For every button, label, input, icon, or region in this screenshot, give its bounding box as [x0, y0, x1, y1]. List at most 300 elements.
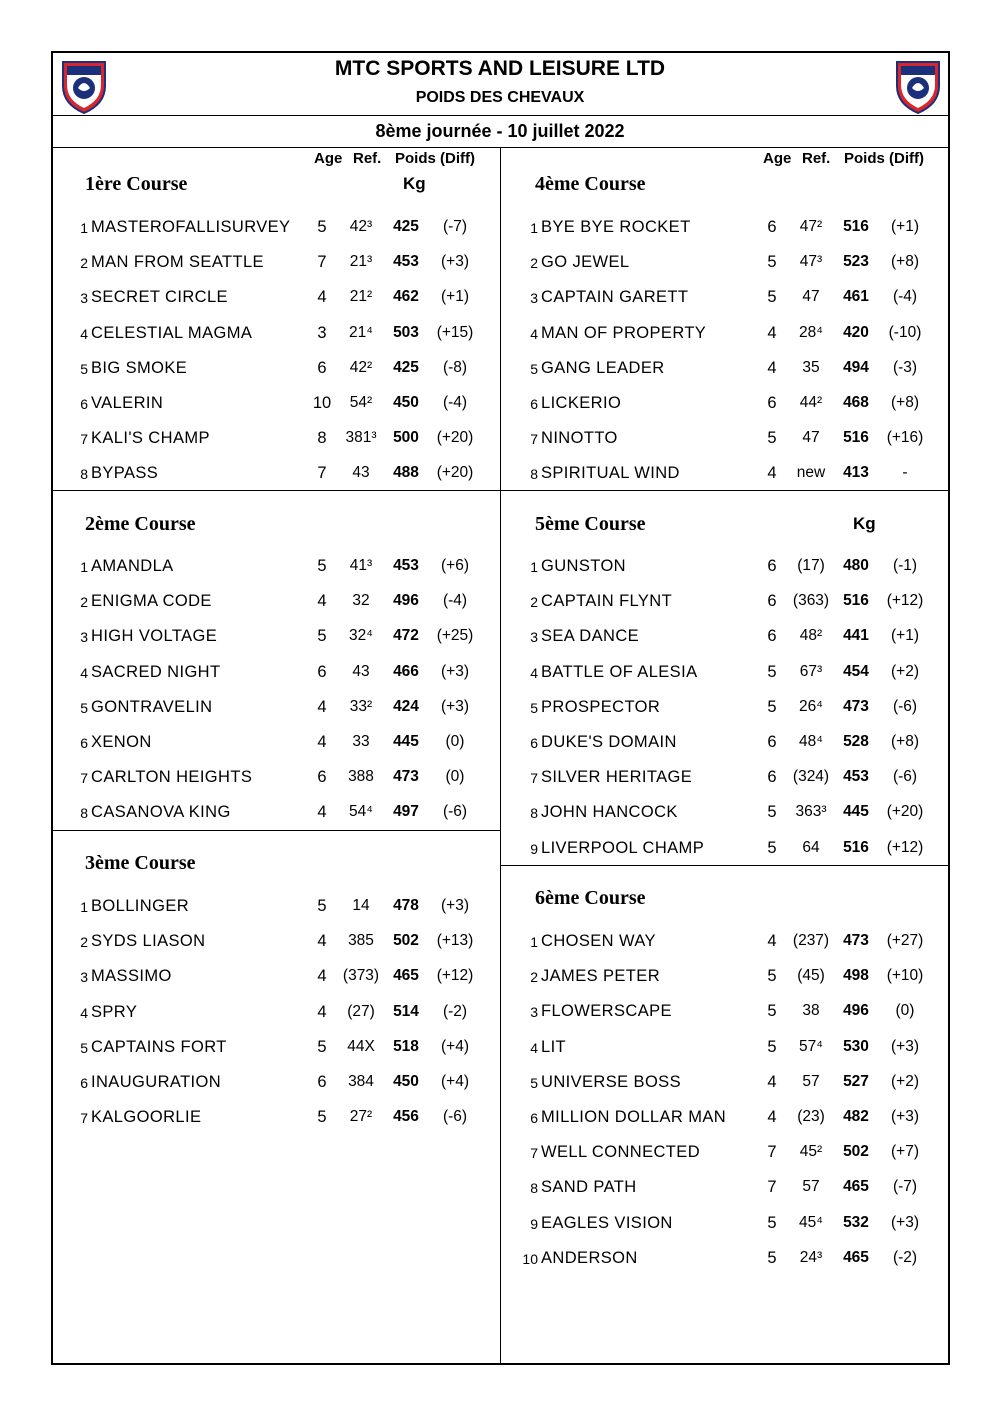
horse-weight: 473	[843, 932, 869, 949]
horse-diff: (+3)	[891, 1214, 919, 1231]
horse-row	[525, 697, 945, 732]
horse-ref: 48²	[799, 627, 823, 644]
horse-name: FLOWERSCAPE	[541, 1002, 672, 1020]
horse-row	[525, 1142, 945, 1177]
horse-weight: 527	[843, 1073, 869, 1090]
horse-row	[75, 252, 495, 287]
horse-name: MAN OF PROPERTY	[541, 324, 707, 342]
horse-diff: (+7)	[891, 1143, 919, 1160]
horse-row	[75, 1107, 495, 1142]
horse-ref: 54⁴	[349, 803, 373, 820]
horse-ref: 42²	[349, 359, 373, 376]
horse-row	[525, 217, 945, 252]
horse-row	[525, 838, 945, 873]
horse-age: 4	[767, 464, 777, 482]
horse-age: 4	[767, 324, 777, 342]
horse-row	[525, 591, 945, 626]
horse-name: WELL CONNECTED	[541, 1143, 701, 1161]
horse-number: 3	[80, 290, 88, 306]
horse-name: HIGH VOLTAGE	[91, 627, 218, 645]
horse-ref: (237)	[792, 932, 830, 949]
horse-age: 5	[317, 1038, 327, 1056]
horse-age: 5	[767, 698, 777, 716]
horse-weight: 465	[843, 1178, 869, 1195]
horse-number: 5	[80, 361, 88, 377]
horse-diff: (-6)	[442, 1108, 468, 1125]
col-header-weight-right: Poids (Diff)	[844, 150, 924, 167]
horse-row	[75, 323, 495, 358]
horse-diff: (+13)	[436, 932, 474, 949]
horse-age: 5	[767, 288, 777, 306]
col-header-weight-left: Poids (Diff)	[395, 150, 475, 167]
horse-row	[525, 767, 945, 802]
horse-diff: (+3)	[441, 663, 469, 680]
horse-diff: (+6)	[441, 557, 469, 574]
horse-ref: 64	[802, 839, 820, 856]
horse-age: 5	[767, 1038, 777, 1056]
horse-number: 4	[80, 326, 88, 342]
horse-weight: 518	[393, 1038, 419, 1055]
horse-weight: 494	[843, 359, 869, 376]
horse-number: 5	[530, 1075, 538, 1091]
horse-name: GO JEWEL	[541, 253, 630, 271]
horse-ref: 48⁴	[799, 733, 823, 750]
horse-age: 3	[317, 324, 327, 342]
horse-number: 4	[530, 1040, 538, 1056]
horse-age: 5	[317, 1108, 327, 1126]
horse-row	[75, 931, 495, 966]
horse-weight: 502	[843, 1143, 869, 1160]
horse-age: 7	[317, 253, 327, 271]
horse-name: INAUGURATION	[91, 1073, 222, 1091]
horse-weight: 528	[843, 733, 869, 750]
horse-ref: new	[796, 464, 826, 481]
horse-age: 6	[767, 627, 777, 645]
horse-ref: 32	[352, 592, 370, 609]
horse-diff: (-1)	[892, 557, 918, 574]
horse-ref: 57⁴	[799, 1038, 823, 1055]
horse-row	[75, 896, 495, 931]
horse-row	[525, 1072, 945, 1107]
horse-diff: (+3)	[441, 897, 469, 914]
horse-ref: 33²	[349, 698, 373, 715]
horse-row	[525, 358, 945, 393]
horse-ref: (27)	[347, 1003, 375, 1020]
horse-name: ENIGMA CODE	[91, 592, 212, 610]
horse-ref: 45⁴	[799, 1214, 823, 1231]
horse-name: LIT	[541, 1038, 567, 1056]
horse-name: CHOSEN WAY	[541, 932, 656, 950]
horse-age: 4	[317, 733, 327, 751]
horse-name: EAGLES VISION	[541, 1214, 673, 1232]
horse-diff: (-4)	[892, 288, 918, 305]
horse-number: 6	[530, 735, 538, 751]
horse-row	[525, 931, 945, 966]
horse-age: 4	[317, 967, 327, 985]
horse-weight: 523	[843, 253, 869, 270]
horse-row	[75, 591, 495, 626]
horse-weight: 516	[843, 839, 869, 856]
horse-row	[525, 428, 945, 463]
horse-age: 7	[317, 464, 327, 482]
horse-weight: 516	[843, 592, 869, 609]
horse-ref: (23)	[797, 1108, 825, 1125]
horse-row	[525, 323, 945, 358]
horse-weight: 445	[843, 803, 869, 820]
horse-number: 2	[530, 594, 538, 610]
horse-diff: (-7)	[442, 218, 468, 235]
horse-number: 7	[530, 1145, 538, 1161]
horse-ref: 26⁴	[799, 698, 823, 715]
horse-row	[525, 966, 945, 1001]
horse-age: 5	[317, 218, 327, 236]
horse-number: 5	[80, 1040, 88, 1056]
horse-ref: 384	[348, 1073, 374, 1090]
horse-diff: (+3)	[441, 698, 469, 715]
horse-ref: 42³	[349, 218, 373, 235]
horse-diff: (+2)	[891, 1073, 919, 1090]
horse-ref: (45)	[797, 967, 825, 984]
horse-row	[525, 463, 945, 498]
horse-ref: 28⁴	[799, 324, 823, 341]
horse-age: 4	[767, 1108, 777, 1126]
horse-diff: (+20)	[436, 464, 474, 481]
horse-diff: (+8)	[891, 394, 919, 411]
horse-weight: 514	[393, 1003, 419, 1020]
horse-row	[525, 1177, 945, 1212]
horse-diff: (+10)	[886, 967, 924, 984]
horse-ref: 67³	[799, 663, 823, 680]
col-header-age-left: Age	[314, 150, 343, 167]
horse-ref: 381³	[345, 429, 377, 446]
horse-diff: (+12)	[886, 592, 924, 609]
horse-name: SEA DANCE	[541, 627, 640, 645]
date-line: 8ème journée - 10 juillet 2022	[375, 121, 625, 141]
horse-row	[75, 287, 495, 322]
horse-weight: 441	[843, 627, 869, 644]
horse-ref: 57	[802, 1178, 820, 1195]
horse-age: 4	[317, 592, 327, 610]
horse-weight: 480	[843, 557, 869, 574]
horse-number: 1	[530, 559, 538, 575]
horse-name: MAN FROM SEATTLE	[91, 253, 264, 271]
horse-diff: (-7)	[892, 1178, 918, 1195]
horse-number: 6	[80, 1075, 88, 1091]
horse-row	[75, 767, 495, 802]
horse-name: BATTLE OF ALESIA	[541, 663, 698, 681]
horse-row	[525, 1213, 945, 1248]
horse-number: 4	[80, 665, 88, 681]
horse-diff: (-2)	[442, 1003, 468, 1020]
horse-ref: 43	[352, 663, 370, 680]
horse-name: SECRET CIRCLE	[91, 288, 228, 306]
horse-age: 6	[767, 592, 777, 610]
horse-age: 5	[767, 967, 777, 985]
horse-name: CAPTAIN FLYNT	[541, 592, 673, 610]
horse-age: 6	[317, 1073, 327, 1091]
horse-name: SILVER HERITAGE	[541, 768, 693, 786]
horse-diff: (-4)	[442, 394, 468, 411]
horse-weight: 425	[393, 218, 419, 235]
horse-name: GUNSTON	[541, 557, 627, 575]
horse-weight: 454	[843, 663, 869, 680]
horse-number: 1	[80, 220, 88, 236]
horse-ref: 388	[348, 768, 374, 785]
horse-name: GONTRAVELIN	[91, 698, 213, 716]
horse-age: 5	[317, 627, 327, 645]
horse-number: 2	[530, 969, 538, 985]
horse-diff: (+3)	[891, 1108, 919, 1125]
horse-name: LIVERPOOL CHAMP	[541, 839, 705, 857]
horse-weight: 465	[843, 1249, 869, 1266]
col-header-kg-5eme: Kg	[853, 514, 876, 533]
horse-weight: 498	[843, 967, 869, 984]
horse-number: 6	[80, 735, 88, 751]
horse-weight: 462	[393, 288, 419, 305]
horse-diff: (-8)	[442, 359, 468, 376]
horse-weight: 516	[843, 429, 869, 446]
horse-age: 4	[767, 359, 777, 377]
horse-ref: 24³	[799, 1249, 823, 1266]
horse-row	[75, 358, 495, 393]
horse-ref: 32⁴	[349, 627, 373, 644]
horse-name: UNIVERSE BOSS	[541, 1073, 681, 1091]
horse-ref: 21³	[349, 253, 373, 270]
horse-row	[525, 556, 945, 591]
horse-diff: (+20)	[886, 803, 924, 820]
horse-weight: 453	[393, 557, 419, 574]
horse-number: 5	[530, 700, 538, 716]
horse-number: 10	[522, 1251, 538, 1267]
horse-age: 5	[767, 803, 777, 821]
horse-row	[75, 1002, 495, 1037]
horse-weight: 461	[843, 288, 869, 305]
horse-weight: 472	[393, 627, 419, 644]
horse-number: 7	[530, 431, 538, 447]
horse-age: 4	[767, 1073, 777, 1091]
horse-diff: -	[902, 464, 908, 481]
horse-weight: 473	[843, 698, 869, 715]
horse-ref: 385	[348, 932, 374, 949]
horse-weight: 425	[393, 359, 419, 376]
horse-weight: 530	[843, 1038, 869, 1055]
horse-diff: (+3)	[891, 1038, 919, 1055]
horse-age: 6	[317, 359, 327, 377]
horse-diff: (+12)	[886, 839, 924, 856]
horse-age: 4	[767, 932, 777, 950]
horse-ref: 41³	[349, 557, 373, 574]
horse-ref: 38	[802, 1002, 820, 1019]
horse-weight: 453	[843, 768, 869, 785]
horse-weight: 478	[393, 897, 419, 914]
horse-number: 7	[80, 770, 88, 786]
horse-weight: 453	[393, 253, 419, 270]
horse-weight: 503	[393, 324, 419, 341]
horse-ref: 27²	[349, 1108, 373, 1125]
horse-age: 4	[317, 1003, 327, 1021]
horse-age: 6	[767, 768, 777, 786]
col-header-age-right: Age	[763, 150, 792, 167]
horse-ref: (324)	[792, 768, 830, 785]
horse-name: SACRED NIGHT	[91, 663, 221, 681]
col-header-ref-left: Ref.	[353, 150, 382, 167]
horse-ref: 33	[352, 733, 370, 750]
horse-age: 5	[767, 1002, 777, 1020]
horse-name: NINOTTO	[541, 429, 618, 447]
horse-name: BOLLINGER	[91, 897, 190, 915]
horse-row	[75, 697, 495, 732]
horse-row	[75, 732, 495, 767]
horse-row	[75, 1072, 495, 1107]
horse-row	[525, 1037, 945, 1072]
horse-age: 4	[317, 803, 327, 821]
horse-name: CAPTAINS FORT	[91, 1038, 227, 1056]
horse-name: VALERIN	[91, 394, 164, 412]
horse-weight: 488	[393, 464, 419, 481]
horse-ref: 45²	[799, 1143, 823, 1160]
horse-diff: (-4)	[442, 592, 468, 609]
horse-ref: (373)	[342, 967, 380, 984]
horse-ref: 14	[352, 897, 370, 914]
horse-name: CARLTON HEIGHTS	[91, 768, 253, 786]
horse-age: 7	[767, 1143, 777, 1161]
horse-row	[525, 802, 945, 837]
horse-row	[525, 393, 945, 428]
horse-number: 8	[530, 1180, 538, 1196]
horse-row	[525, 252, 945, 287]
horse-row	[525, 1107, 945, 1142]
horse-weight: 413	[843, 464, 869, 481]
horse-name: KALGOORLIE	[91, 1108, 202, 1126]
horse-number: 7	[80, 431, 88, 447]
horse-row	[75, 428, 495, 463]
horse-diff: (+8)	[891, 733, 919, 750]
horse-number: 8	[530, 805, 538, 821]
horse-weight: 468	[843, 394, 869, 411]
horse-name: LICKERIO	[541, 394, 622, 412]
horse-ref: 44²	[799, 394, 823, 411]
horse-weight: 473	[393, 768, 419, 785]
horse-row	[75, 662, 495, 697]
horse-age: 5	[767, 253, 777, 271]
horse-diff: (+1)	[891, 627, 919, 644]
horse-row	[75, 217, 495, 252]
horse-weight: 482	[843, 1108, 869, 1125]
horse-ref: 44X	[347, 1038, 375, 1055]
company-title: MTC SPORTS AND LEISURE LTD	[334, 57, 666, 80]
horse-number: 4	[530, 665, 538, 681]
horse-number: 3	[80, 969, 88, 985]
horse-age: 5	[767, 1249, 777, 1267]
column-divider	[500, 147, 501, 1364]
horse-number: 2	[80, 255, 88, 271]
horse-diff: (+4)	[441, 1038, 469, 1055]
horse-number: 2	[530, 255, 538, 271]
horse-name: BYPASS	[91, 464, 159, 482]
horse-age: 6	[767, 733, 777, 751]
horse-age: 4	[317, 932, 327, 950]
horse-weight: 456	[393, 1108, 419, 1125]
horse-diff: (-6)	[442, 803, 468, 820]
horse-number: 2	[80, 934, 88, 950]
horse-name: MASSIMO	[91, 967, 172, 985]
horse-weight: 502	[393, 932, 419, 949]
horse-age: 5	[767, 839, 777, 857]
horse-weight: 450	[393, 1073, 419, 1090]
horse-row	[75, 966, 495, 1001]
horse-number: 2	[80, 594, 88, 610]
horse-ref: 21⁴	[349, 324, 373, 341]
horse-age: 4	[317, 288, 327, 306]
horse-row	[525, 662, 945, 697]
horse-ref: 21²	[349, 288, 373, 305]
horse-name: CASANOVA KING	[91, 803, 231, 821]
horse-weight: 496	[393, 592, 419, 609]
horse-age: 5	[767, 1214, 777, 1232]
horse-number: 3	[530, 1004, 538, 1020]
horse-ref: 57	[802, 1073, 820, 1090]
horse-weight: 500	[393, 429, 419, 446]
horse-ref: (17)	[797, 557, 825, 574]
horse-name: ANDERSON	[541, 1249, 638, 1267]
horse-age: 7	[767, 1178, 777, 1196]
horse-weight: 532	[843, 1214, 869, 1231]
horse-name: CAPTAIN GARETT	[541, 288, 689, 306]
horse-number: 1	[80, 899, 88, 915]
horse-weight: 516	[843, 218, 869, 235]
horse-age: 6	[317, 768, 327, 786]
horse-number: 8	[80, 805, 88, 821]
horse-number: 6	[530, 1110, 538, 1126]
horse-row	[75, 556, 495, 591]
horse-row	[75, 626, 495, 661]
horse-number: 7	[80, 1110, 88, 1126]
horse-number: 4	[80, 1005, 88, 1021]
horse-ref: 47²	[799, 218, 823, 235]
horse-number: 5	[530, 361, 538, 377]
horse-number: 1	[530, 220, 538, 236]
horse-number: 3	[530, 629, 538, 645]
horse-number: 1	[530, 934, 538, 950]
horse-diff: (+25)	[436, 627, 474, 644]
horse-name: SPRY	[91, 1003, 138, 1021]
horse-row	[522, 1248, 945, 1283]
horse-diff: (-2)	[892, 1249, 918, 1266]
horse-name: BYE BYE ROCKET	[541, 218, 691, 236]
horse-diff: (+1)	[441, 288, 469, 305]
horse-name: GANG LEADER	[541, 359, 665, 377]
horse-row	[75, 463, 495, 498]
horse-name: CELESTIAL MAGMA	[91, 324, 253, 342]
horse-ref: 43	[352, 464, 370, 481]
horse-ref: 47³	[799, 253, 823, 270]
horse-age: 4	[317, 698, 327, 716]
horse-diff: (-3)	[892, 359, 918, 376]
horse-weight: 424	[393, 698, 419, 715]
horse-ref: 54²	[349, 394, 373, 411]
horse-name: SYDS LIASON	[91, 932, 206, 950]
horse-age: 6	[317, 663, 327, 681]
header-divider	[52, 115, 949, 116]
horse-age: 6	[767, 218, 777, 236]
horse-name: PROSPECTOR	[541, 698, 661, 716]
col-header-ref-right: Ref.	[802, 150, 831, 167]
horse-number: 8	[530, 466, 538, 482]
horse-diff: (+1)	[891, 218, 919, 235]
horse-diff: (0)	[895, 1002, 915, 1019]
race-title: 5ème Course	[535, 513, 646, 535]
horse-age: 5	[317, 557, 327, 575]
